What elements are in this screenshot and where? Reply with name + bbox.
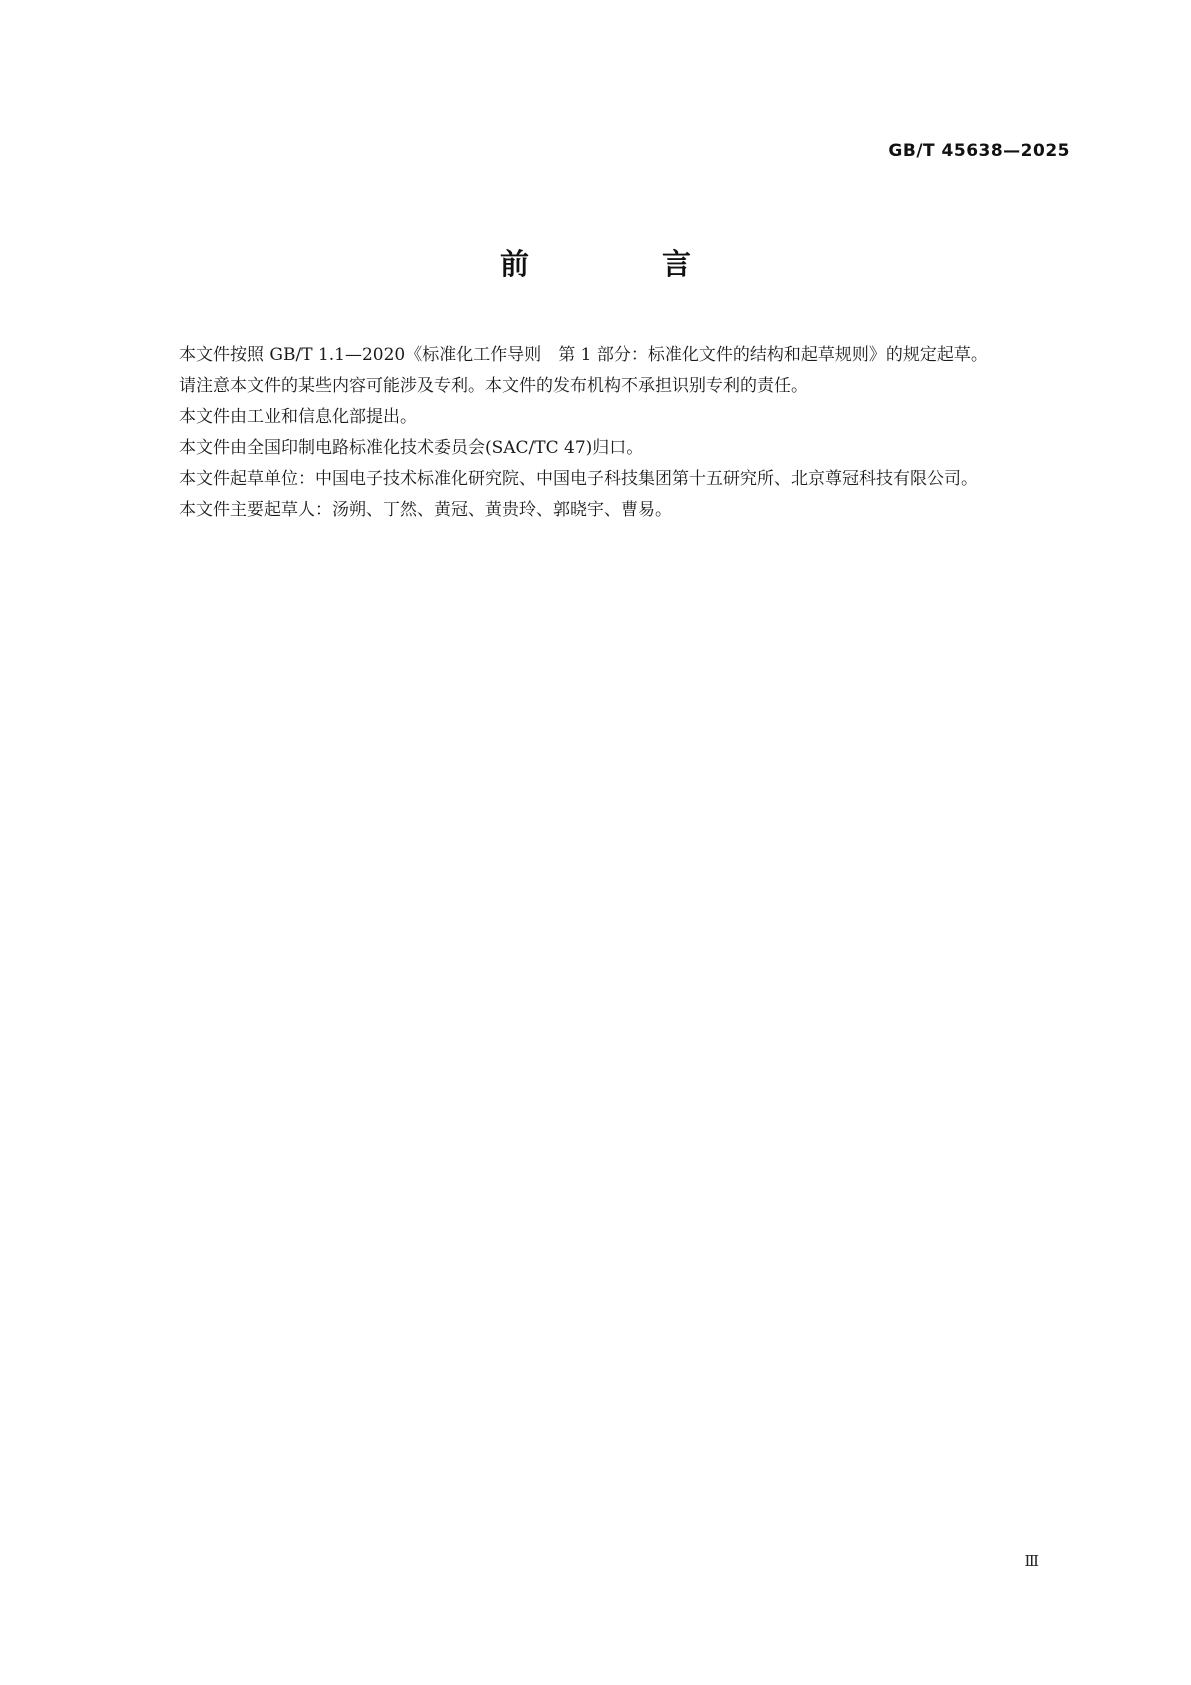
- page-title: 前 言: [499, 247, 743, 281]
- paragraph-technical-committee: 本文件由全国印制电路标准化技术委员会(SAC/TC 47)归口。: [179, 438, 644, 458]
- foreword-body: [145, 340, 1065, 526]
- paragraph-drafting-rules: 本文件按照 GB/T 1.1—2020《标准化工作导则 第 1 部分：标准化文件的结构和起草规则》的规定起草。: [179, 345, 988, 365]
- paragraph-proposer: 本文件由工业和信息化部提出。: [179, 407, 417, 427]
- paragraph-drafting-units: 本文件起草单位：中国电子技术标准化研究院、中国电子科技集团第十五研究所、北京尊冠科技有限公司。: [179, 469, 978, 489]
- page-number: Ⅲ: [1024, 1552, 1039, 1570]
- standard-code: GB/T 45638—2025: [888, 141, 1070, 161]
- paragraph-drafters: 本文件主要起草人：汤朔、丁然、黄冠、黄贵玲、郭晓宇、曹易。: [179, 500, 672, 520]
- paragraph-patent-notice: 请注意本文件的某些内容可能涉及专利。本文件的发布机构不承担识别专利的责任。: [179, 376, 808, 396]
